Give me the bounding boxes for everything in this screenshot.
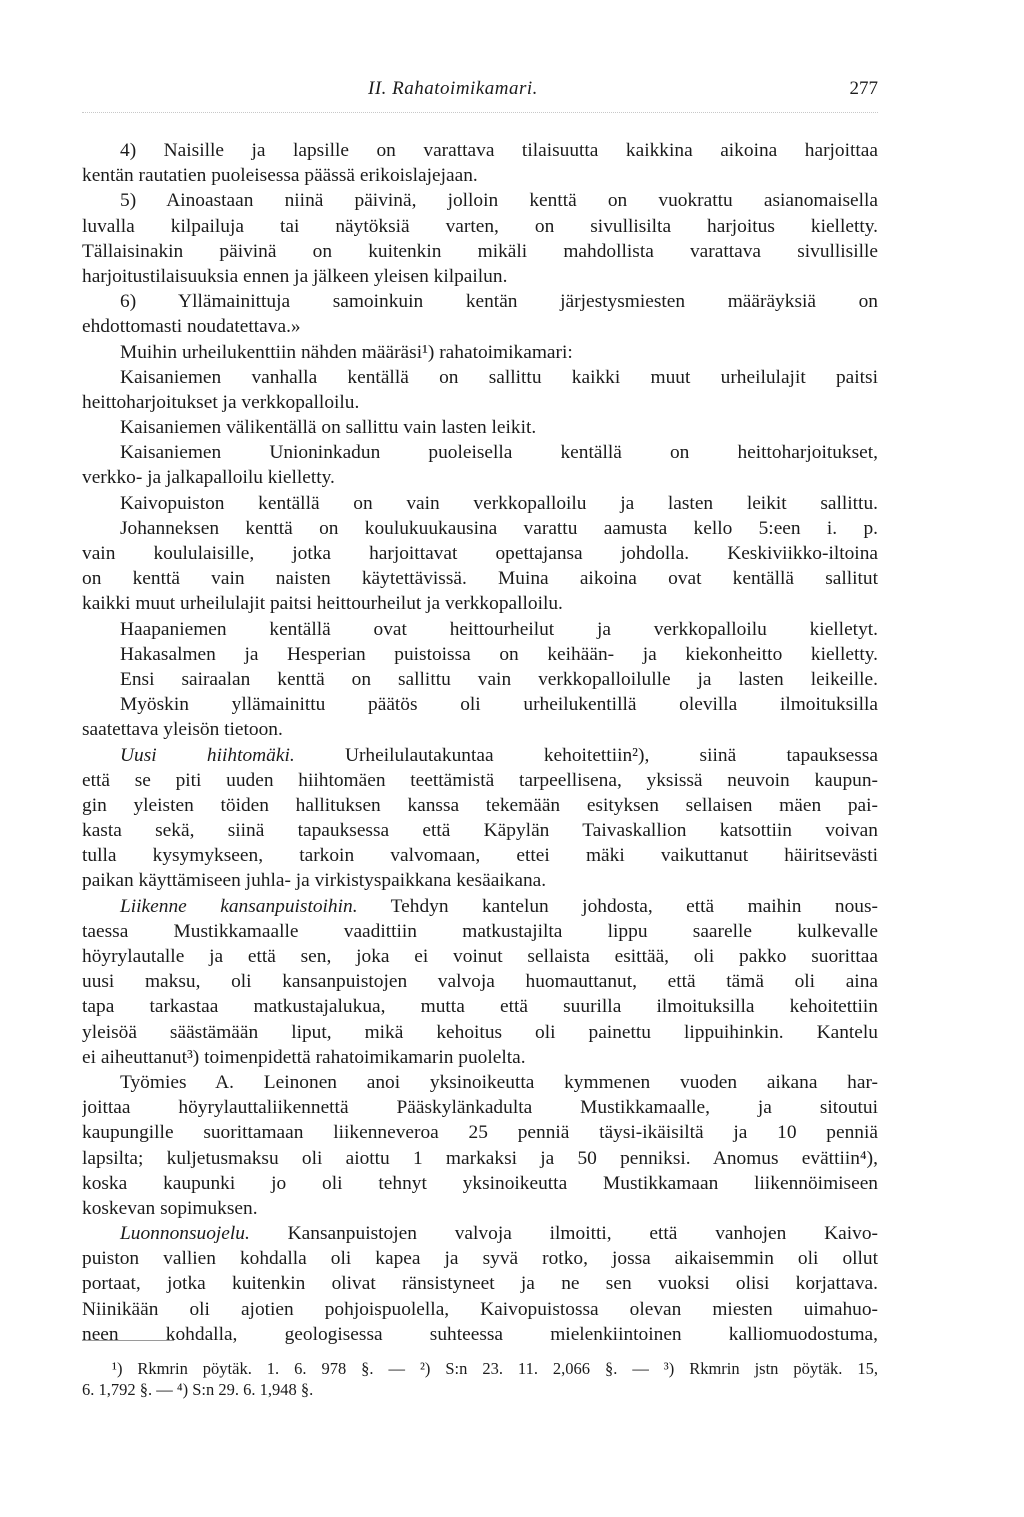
- text-line: Liikenne kansanpuistoihin. Tehdyn kantelun johdosta, että maihin nous-: [120, 895, 878, 917]
- text-line: koska kaupunki jo oli tehnyt yksinoikeutta Mustikkamaan liikennöimiseen: [82, 1172, 878, 1194]
- text-line: heittoharjoitukset ja verkkopalloilu.: [82, 391, 360, 413]
- text-line: ehdottomasti noudatettava.»: [82, 316, 301, 338]
- footnote-line: 6. 1,792 §. — ⁴) S:n 29. 6. 1,948 §.: [82, 1380, 314, 1399]
- text-line: paikan käyttämiseen juhla- ja virkistyspaikkana kesäaikana.: [82, 870, 547, 892]
- body-text: [82, 138, 878, 1347]
- text-line: Kaisaniemen välikentällä on sallittu vain lasten leikit.: [120, 417, 537, 439]
- text-line: Johanneksen kenttä on koulukuukausina varattu aamusta kello 5:een i. p.: [120, 517, 878, 539]
- text-line: Kaivopuiston kentällä on vain verkkopalloilu ja lasten leikit sallittu.: [120, 492, 878, 514]
- text-line: Uusi hiihtomäki. Urheilulautakuntaa kehoitettiin²), siinä tapauksessa: [120, 744, 878, 766]
- text-line: luvalla kilpailuja tai näytöksiä varten, on sivullisilta harjoitus kielletty.: [82, 215, 878, 237]
- text-line: yleisöä säästämään liput, mikä kehoitus oli painettu lippuihinkin. Kantelu: [82, 1021, 878, 1043]
- text-line: Ensi sairaalan kenttä on sallittu vain verkkopalloilulle ja lasten leikeille.: [120, 668, 878, 690]
- text-line: Kaisaniemen vanhalla kentällä on sallittu kaikki muut urheilulajit paitsi: [120, 366, 878, 388]
- text-line: 4) Naisille ja lapsille on varattava tilaisuutta kaikkina aikoina harjoittaa: [120, 140, 878, 161]
- text-line: Hakasalmen ja Hesperian puistoissa on keihään- ja kiekonheitto kielletty.: [120, 643, 878, 665]
- text-line: että se piti uuden hiihtomäen teettämistä tarpeellisena, yksissä neuvoin kaupun-: [82, 769, 878, 791]
- text-line: taessa Mustikkamaalle vaadittiin matkustajilta lippu saarelle kulkevalle: [82, 920, 878, 942]
- text-line: vain koululaisille, jotka harjoittavat opettajansa johdolla. Keskiviikko-iltoina: [82, 543, 878, 564]
- text-line: neen kohdalla, geologisessa suhteessa mielenkiintoinen kalliomuodostuma,: [82, 1323, 878, 1345]
- text-line: tapa tarkastaa matkustajalukua, mutta että suurilla ilmoituksilla kehoitettiin: [82, 996, 878, 1018]
- text-line: Työmies A. Leinonen anoi yksinoikeutta kymmenen vuoden aikana har-: [120, 1071, 878, 1093]
- text-line: tulla kysymykseen, tarkoin valvomaan, ettei mäki vaikuttanut häiritsevästi: [82, 845, 878, 867]
- section-heading: Luonnonsuojelu.: [120, 1223, 250, 1245]
- section-heading: Uusi hiihtomäki.: [120, 744, 295, 766]
- footnote-line: ¹) Rkmrin pöytäk. 1. 6. 978 §. — ²) S:n 23. 11. 2,066 §. — ³) Rkmrin jstn pöytäk. 15,: [112, 1359, 878, 1378]
- text-line: joittaa höyrylauttaliikennettä Pääskylänkadulta Mustikkamaalle, ja sitoutui: [82, 1097, 878, 1119]
- text-line: kaupungille suorittamaan liikenneveroa 25 penniä täysi-ikäisiltä ja 10 penniä: [82, 1122, 878, 1144]
- text-line: 6) Yllämainittuja samoinkuin kentän järjestysmiesten määräyksiä on: [120, 291, 878, 313]
- text-line: Luonnonsuojelu. Kansanpuistojen valvoja ilmoitti, että vanhojen Kaivo-: [120, 1223, 878, 1245]
- text-line: Kaisaniemen Unioninkadun puoleisella kentällä on heittoharjoitukset,: [120, 442, 878, 464]
- footnote-separator: [82, 1340, 174, 1341]
- footnotes: [82, 1358, 878, 1400]
- text-line: uusi maksu, oli kansanpuistojen valvoja huomauttanut, että tämä oli aina: [82, 971, 878, 993]
- text-line: Niinikään oli ajotien pohjoispuolella, Kaivopuistossa olevan miesten uimahuo-: [82, 1298, 878, 1320]
- text-line: harjoitustilaisuuksia ennen ja jälkeen yleisen kilpailun.: [82, 265, 508, 287]
- text-line: lapsilta; kuljetusmaksu oli aiottu 1 markaksi ja 50 penniksi. Anomus evättiin⁴),: [82, 1147, 878, 1169]
- text-line: Myöskin yllämainittu päätös oli urheilukentillä olevilla ilmoituksilla: [120, 694, 878, 716]
- text-line: höyrylautalle ja että sen, joka ei voinut sellaista esittää, oli pakko suorittaa: [82, 946, 878, 967]
- text-line: puiston vallien kohdalla oli kapea ja syvä rotko, jossa aikaisemmin oli ollut: [82, 1248, 878, 1270]
- text-line: kentän rautatien puoleisessa päässä erikoislajejaan.: [82, 165, 478, 187]
- text-line: ei aiheuttanut³) toimenpidettä rahatoimikamarin puolelta.: [82, 1046, 526, 1068]
- section-heading: Liikenne kansanpuistoihin.: [120, 895, 358, 917]
- text-line: saatettava yleisön tietoon.: [82, 719, 283, 741]
- text-line: portaat, jotka kuitenkin olivat ränsistyneet ja ne sen vuoksi olisi korjattava.: [82, 1273, 878, 1295]
- page-number: 277: [849, 78, 878, 99]
- running-title: II. Rahatoimikamari.: [368, 78, 538, 99]
- text-line: Muihin urheilukenttiin nähden määräsi¹) rahatoimikamari:: [120, 341, 573, 363]
- text-line: 5) Ainoastaan niinä päivinä, jolloin kenttä on vuokrattu asianomaisella: [120, 190, 878, 212]
- text-line: verkko- ja jalkapalloilu kielletty.: [82, 467, 335, 489]
- text-line: on kenttä vain naisten käytettävissä. Muina aikoina ovat kentällä sallitut: [82, 568, 878, 590]
- text-line: kaikki muut urheilulajit paitsi heittourheilut ja verkkopalloilu.: [82, 593, 563, 615]
- page-header: [82, 78, 878, 108]
- text-line: koskevan sopimuksen.: [82, 1197, 258, 1219]
- text-line: Haapaniemen kentällä ovat heittourheilut ja verkkopalloilu kielletyt.: [120, 618, 878, 640]
- header-rule: [82, 112, 878, 113]
- text-line: Tällaisinakin päivinä on kuitenkin mikäli mahdollista varattava sivullisille: [82, 240, 878, 262]
- text-line: gin yleisten töiden hallituksen kanssa tekemään esityksen sellaisen mäen pai-: [82, 794, 878, 816]
- text-line: kasta sekä, siinä tapauksessa että Käpylän Taivaskallion katsottiin voivan: [82, 820, 878, 842]
